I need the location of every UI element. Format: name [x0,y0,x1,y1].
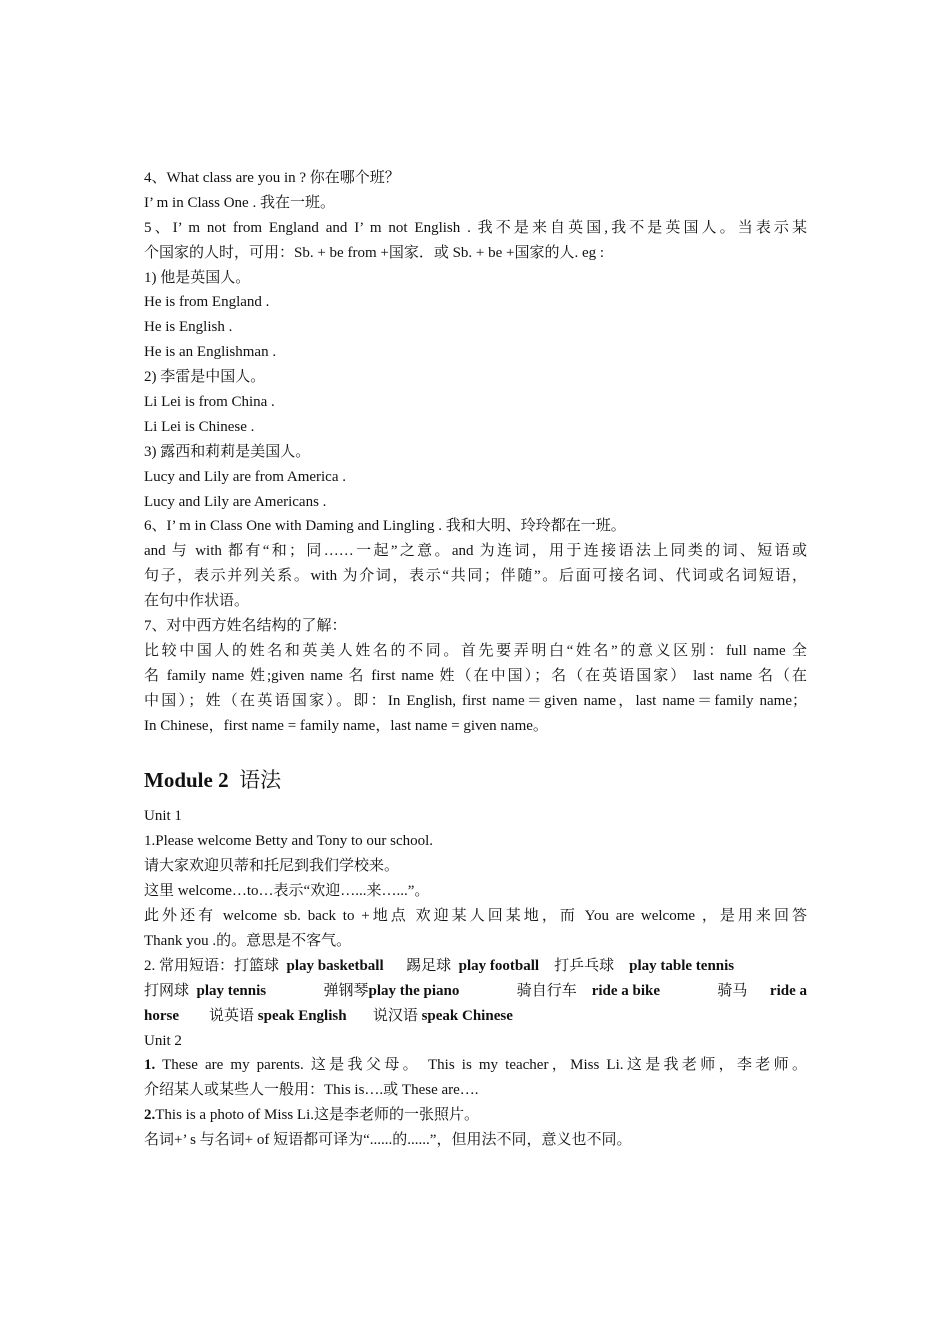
unit-2-title: Unit 2 [144,1032,182,1049]
phrases-line-2 [144,979,807,1004]
text-line: Li Lei is Chinese . [144,418,255,435]
text-line: Unit 1 [144,808,182,825]
phrase-en: ride a [769,982,807,999]
phrase-cn: 骑自行车 [516,982,577,999]
text-line: and 与 with 都有“和；同……一起”之意。and 为连词，用于连接语法上同类的词、短语或 [144,543,807,560]
unit-2-line-2: 介绍某人或某些人一般用：This is….或 These are…. [144,1082,479,1099]
module-heading [144,758,807,802]
phrase-cn: 打网球 [144,982,190,999]
phrase-en: speak Chinese [421,1007,513,1024]
phrase-pair [717,979,807,1004]
text-line: 1) 他是英国人。 [144,269,251,286]
phrase-en: play tennis [196,982,267,999]
item-text: These are my parents. 这是我父母。 This is my teacher，Miss Li.这是我老师，李老师。 [155,1057,807,1074]
text-line: 6、I’ m in Class One with Daming and Lingling . 我和大明、玲玲都在一班。 [144,518,626,535]
phrase-en: play the piano [368,982,460,999]
text-line: Li Lei is from China . [144,394,275,411]
text-line: 4、What class are you in ? 你在哪个班？ [144,170,400,186]
unit-2-line-3 [144,1103,807,1128]
text-line: 请大家欢迎贝蒂和托尼到我们学校来。 [144,858,400,875]
text-line: 比较中国人的姓名和英美人姓名的不同。首先要弄明白“姓名”的意义区别：full name 全 [144,642,807,659]
phrase-pair [517,979,660,1004]
text-line: 个国家的人时，可用：Sb. + be from +国家．或 Sb. + be +国家的人. eg : [144,244,605,261]
unit-2-line-1 [144,1053,807,1078]
notes-section-module1 [144,166,807,738]
phrase-cn: 说汉语 [372,1007,418,1024]
text-line: 这里 welcome…to…表示“欢迎…...来…...”。 [144,883,430,900]
text-line: He is from England . [144,294,270,311]
phrase-en: ride a bike [591,982,661,999]
phrase-en: play table tennis [629,957,735,974]
text-line: Lucy and Lily are from America . [144,468,347,485]
item-number: 2. [144,1107,156,1124]
module-heading-cn: 语法 [239,768,282,793]
phrases-line-3 [144,1004,807,1029]
text-line: In Chinese，first name = family name，last name = given name。 [144,717,548,734]
phrase-cn: 打乒乓球 [554,957,615,974]
text-line: I’ m in Class One . 我在一班。 [144,194,335,211]
phrase-en: play basketball [286,957,384,974]
phrase-pair [323,979,459,1004]
item-number: 1. [144,1057,156,1074]
module-heading-en: Module 2 [144,768,229,793]
text-line: He is an Englishman . [144,344,277,361]
phrases-intro: 2. 常用短语： [144,957,235,974]
phrase-cn: 说英语 [209,1007,255,1024]
phrase-pair [144,979,266,1004]
text-line: 句子，表示并列关系。with 为介词，表示“共同；伴随”。后面可接名词、代词或名词短语， [144,568,807,585]
phrase-cn: 弹钢琴 [323,982,369,999]
item-text: This is a photo of Miss Li.这是李老师的一张照片。 [155,1107,480,1124]
unit-2-line-4: 名词+’ s 与名词+ of 短语都可译为“......的......”，但用法不同，意义也不同。 [144,1132,632,1149]
text-line: 名 family name 姓;given name 名 first name 姓（在中国）；名（在英语国家） last name 名（在 [144,667,807,684]
text-line: 中国）；姓（在英语国家）。即：In English, first name＝given name，last name＝family name； [144,692,807,709]
text-line: 此外还有 welcome sb. back to +地点 欢迎某人回某地，而 You are welcome ，是用来回答 [144,908,807,925]
text-line: 7、对中西方姓名结构的了解： [144,618,347,635]
text-line: 5、I’ m not from England and I’ m not English . 我不是来自英国,我不是英国人。当表示某 [144,219,807,236]
text-line: Thank you .的。意思是不客气。 [144,932,352,949]
text-line: 3) 露西和莉莉是美国人。 [144,443,311,460]
phrase-cn: 骑马 [717,982,748,999]
phrase-en: speak English [257,1007,347,1024]
phrase-en: play football [458,957,540,974]
text-line: 1.Please welcome Betty and Tony to our school. [144,833,434,850]
phrase-cn: 踢足球 [406,957,452,974]
document-body [144,166,807,1153]
notes-section-module2 [144,804,807,953]
text-line: 在句中作状语。 [144,593,250,610]
text-line: 2) 李雷是中国人。 [144,369,266,386]
phrase-cn: 打篮球 [234,957,280,974]
text-line: Lucy and Lily are Americans . [144,493,327,510]
phrase-en: horse [144,1007,179,1024]
phrases-line-1 [144,954,807,979]
text-line: He is English . [144,319,233,336]
